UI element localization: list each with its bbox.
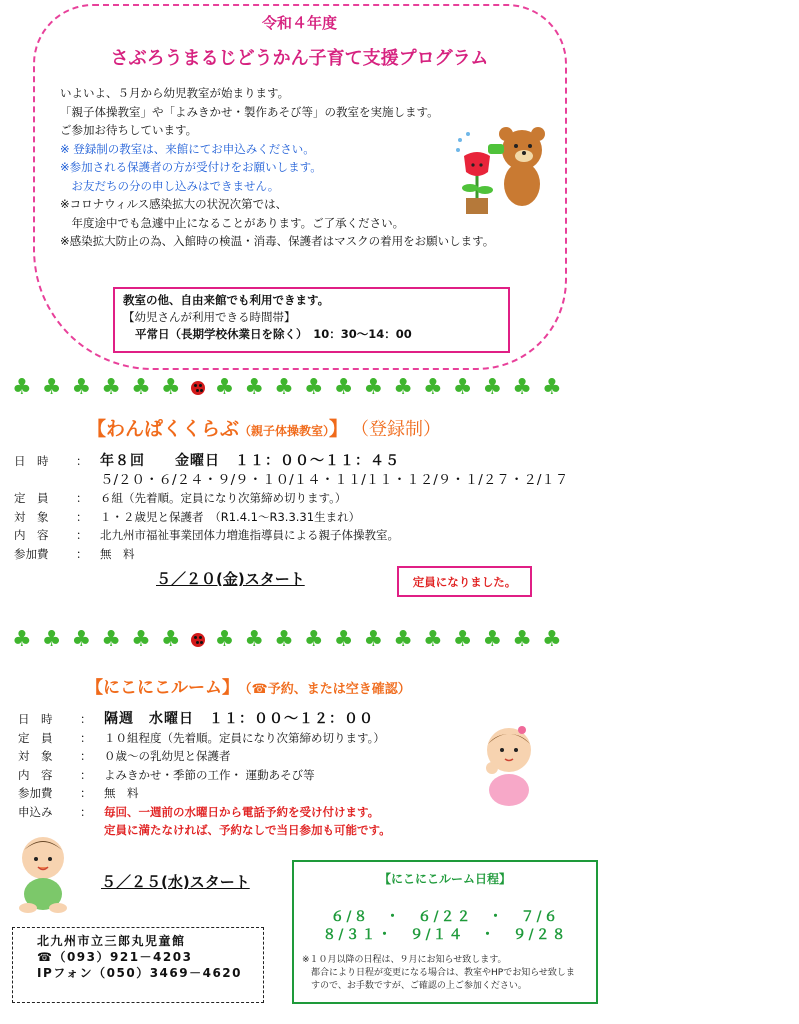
clover-icon: ♣ [71, 627, 92, 652]
info-value: よみきかせ・季節の工作・ 運動あそび等 [104, 767, 315, 782]
hours-line: 平常日（長期学校休業日を除く） 10：30～14：00 [135, 327, 412, 341]
clover-icon: ♣ [214, 627, 235, 652]
clover-icon: ♣ [160, 375, 181, 400]
nikoniko-subtitle: （☎予約、または空き確認） [245, 682, 411, 697]
ip-phone-number: IPフォン（050）3469－4620 [37, 966, 243, 980]
info-row: 日 時 ： 隔週 水曜日 １１：００～１２：００ [18, 711, 374, 727]
info-row: 内 容 ： よみきかせ・季節の工作・ 運動あそび等 [18, 766, 391, 785]
fiscal-year: 令和４年度 [261, 14, 337, 32]
clover-icon: ♣ [41, 375, 62, 400]
info-row: 参加費 ： 無 料 [14, 545, 568, 564]
full-notice-badge: 定員になりました。 [397, 566, 532, 597]
wanpaku-start-date: ５／２０(金)スタート [156, 570, 305, 588]
info-label: 日 時 [18, 712, 53, 726]
schedule-note-line: ※１０月以降の日程は、９月にお知らせ致します。 [302, 955, 507, 965]
info-row: 定 員 ： ６組（先着順。定員になり次第締め切ります。） [14, 489, 568, 508]
info-value: １０組程度（先着順。定員になり次第締め切ります。） [104, 730, 385, 745]
nikoniko-title-text: 【にこにこルーム】 [86, 678, 239, 698]
intro-line: 「親子体操教室」や「よみきかせ・製作あそび等」の教室を実施します。 [60, 104, 439, 119]
clover-icon: ♣ [422, 627, 443, 652]
schedule-dates: ６/８ ・ ６/２２ ・ ７/６ [330, 909, 560, 925]
page-title: さぶろうまるじどうかん子育て支援プログラム [110, 48, 489, 69]
clover-icon: ♣ [274, 627, 294, 652]
water-drops [456, 132, 470, 152]
info-label: 対 象 [14, 509, 49, 524]
clover-icon: ♣ [363, 627, 384, 652]
clover-icon: ♣ [131, 627, 151, 652]
clover-icon: ♣ [303, 375, 324, 400]
bear-watering-tulip-illustration [440, 118, 555, 218]
clover-icon: ♣ [101, 375, 122, 400]
baby-boy-illustration [12, 832, 74, 914]
info-label [14, 471, 76, 490]
info-label: 参加費 [18, 786, 53, 800]
info-value: 毎回、一週前の水曜日から電話予約を受け付けます。 [104, 804, 380, 819]
ladybug-icon [191, 381, 205, 395]
clover-icon: ♣ [71, 375, 92, 400]
info-value: 隔週 水曜日 １１：００～１２：００ [104, 711, 374, 727]
schedule-title: 【にこにこルーム日程】 [378, 872, 511, 886]
schedule-note-line: すので、お手数ですが、ご確認の上ご参加ください。 [302, 981, 527, 991]
wanpaku-registration: （登録制） [360, 419, 442, 440]
intro-blue-line: お友だちの分の申し込みはできません。 [60, 178, 280, 193]
info-label: 対 象 [18, 749, 53, 763]
facility-name: 北九州市立三郎丸児童館 [37, 934, 186, 948]
info-value: 無 料 [104, 786, 139, 800]
info-row: 対 象 ： ０歳～の乳幼児と保護者 [18, 747, 391, 766]
intro-line: いよいよ、５月から幼児教室が始まります。 [60, 86, 290, 100]
clover-icon: ♣ [41, 627, 62, 652]
clover-icon: ♣ [452, 375, 473, 400]
clover-icon: ♣ [333, 375, 354, 400]
nikoniko-schedule-box [292, 860, 598, 1004]
clover-icon: ♣ [12, 627, 32, 652]
clover-icon: ♣ [160, 627, 181, 652]
clover-divider [12, 374, 562, 402]
intro-blue-line: ※参加される保護者の方が受付けをお願いします。 [60, 160, 322, 174]
wanpaku-title-end: 】 [329, 418, 349, 440]
info-value: ０歳～の乳幼児と保護者 [104, 749, 231, 763]
info-value: １・２歳児と保護者 （R1.4.1～R3.3.31生まれ） [100, 509, 361, 524]
info-value: 無 料 [100, 546, 135, 561]
clover-icon: ♣ [274, 375, 294, 400]
info-row [14, 471, 568, 490]
info-row: 参加費 ： 無 料 [18, 784, 391, 803]
wanpaku-title-text: 【わんぱくくらぶ [87, 418, 240, 440]
clover-icon: ♣ [244, 375, 265, 400]
clover-icon: ♣ [303, 627, 324, 652]
baby-girl-illustration [478, 722, 540, 808]
info-value: 北九州市福祉事業団体力増進指導員による親子体操教室。 [100, 528, 399, 542]
bear-icon [488, 127, 545, 206]
info-row: 日 時 ： 年８回 金曜日 １１：００～１１：４５ [14, 453, 400, 469]
nikoniko-start-date: ５／２５(水)スタート [101, 873, 250, 891]
clover-icon: ♣ [244, 627, 265, 652]
clover-icon: ♣ [452, 627, 473, 652]
nikoniko-info [18, 710, 391, 840]
contact-address-box [12, 927, 264, 1003]
intro-line: ご参加お待ちしています。 [60, 123, 198, 137]
schedule-dates: ８/３１・ ９/１４ ・ ９/２８ [322, 927, 568, 943]
clover-icon: ♣ [101, 627, 122, 652]
clover-icon: ♣ [482, 627, 503, 652]
clover-icon: ♣ [542, 375, 562, 400]
clover-icon: ♣ [393, 627, 413, 652]
ladybug-icon [191, 633, 205, 647]
clover-icon: ♣ [542, 627, 562, 652]
clover-icon: ♣ [512, 627, 533, 652]
clover-icon: ♣ [333, 627, 354, 652]
clover-icon: ♣ [363, 375, 384, 400]
wanpaku-info [14, 452, 568, 563]
schedule-note-line: 都合により日程が変更になる場合は、教室やHPでお知らせ致しま [302, 968, 575, 978]
info-value: 年８回 金曜日 １１：００～１１：４５ [100, 453, 400, 469]
clover-divider [12, 626, 562, 654]
info-row: 対 象 ： １・２歳児と保護者 （R1.4.1～R3.3.31生まれ） [14, 508, 568, 527]
info-row: 内 容 ： 北九州市福祉事業団体力増進指導員による親子体操教室。 [14, 526, 568, 545]
intro-blue-line: ※ 登録制の教室は、来館にてお申込みください。 [60, 141, 315, 156]
tulip-icon [462, 152, 493, 214]
hours-line: 【幼児さんが利用できる時間帯】 [123, 310, 296, 324]
clover-icon: ♣ [214, 375, 235, 400]
info-label: 定 員 [14, 491, 49, 505]
schedule-note [302, 954, 575, 993]
intro-note: 年度途中でも急遽中止になることがあります。ご了承ください。 [60, 215, 405, 230]
clover-icon: ♣ [12, 375, 32, 400]
intro-note: ※コロナウィルス感染拡大の状況次第では、 [60, 197, 288, 211]
wanpaku-subtitle: （親子体操教室） [239, 424, 330, 438]
info-label: 内 容 [18, 767, 53, 782]
info-row: 定 員 ： １０組程度（先着順。定員になり次第締め切ります。） [18, 729, 391, 748]
info-value: ５/２０・６/２４・９/９・１０/１４・１１/１１・１２/９・１/２７・２/１７ [100, 471, 569, 488]
clover-icon: ♣ [422, 375, 443, 400]
info-label: 内 容 [14, 528, 49, 542]
info-value: ６組（先着順。定員になり次第締め切ります。） [100, 491, 347, 505]
clover-icon: ♣ [512, 375, 533, 400]
clover-icon: ♣ [393, 375, 413, 400]
info-label: 参加費 [14, 546, 49, 561]
clover-icon: ♣ [131, 375, 151, 400]
opening-hours-box [113, 287, 510, 353]
info-label: 日 時 [14, 454, 49, 468]
info-row: 申込み ： 毎回、一週前の水曜日から電話予約を受け付けます。 [18, 803, 391, 822]
info-label: 定 員 [18, 730, 53, 745]
intro-note: ※感染拡大防止の為、入館時の検温・消毒、保護者はマスクの着用をお願いします。 [60, 234, 495, 248]
info-label: 申込み [18, 804, 53, 819]
nikoniko-title [86, 673, 411, 698]
info-value: 定員に満たなければ、予約なしで当日参加も可能です。 [104, 823, 391, 837]
phone-number: ☎（093）921－4203 [37, 950, 193, 964]
hours-line: 教室の他、自由来館でも利用できます。 [123, 293, 330, 307]
wanpaku-title [87, 414, 441, 441]
clover-icon: ♣ [482, 375, 503, 400]
